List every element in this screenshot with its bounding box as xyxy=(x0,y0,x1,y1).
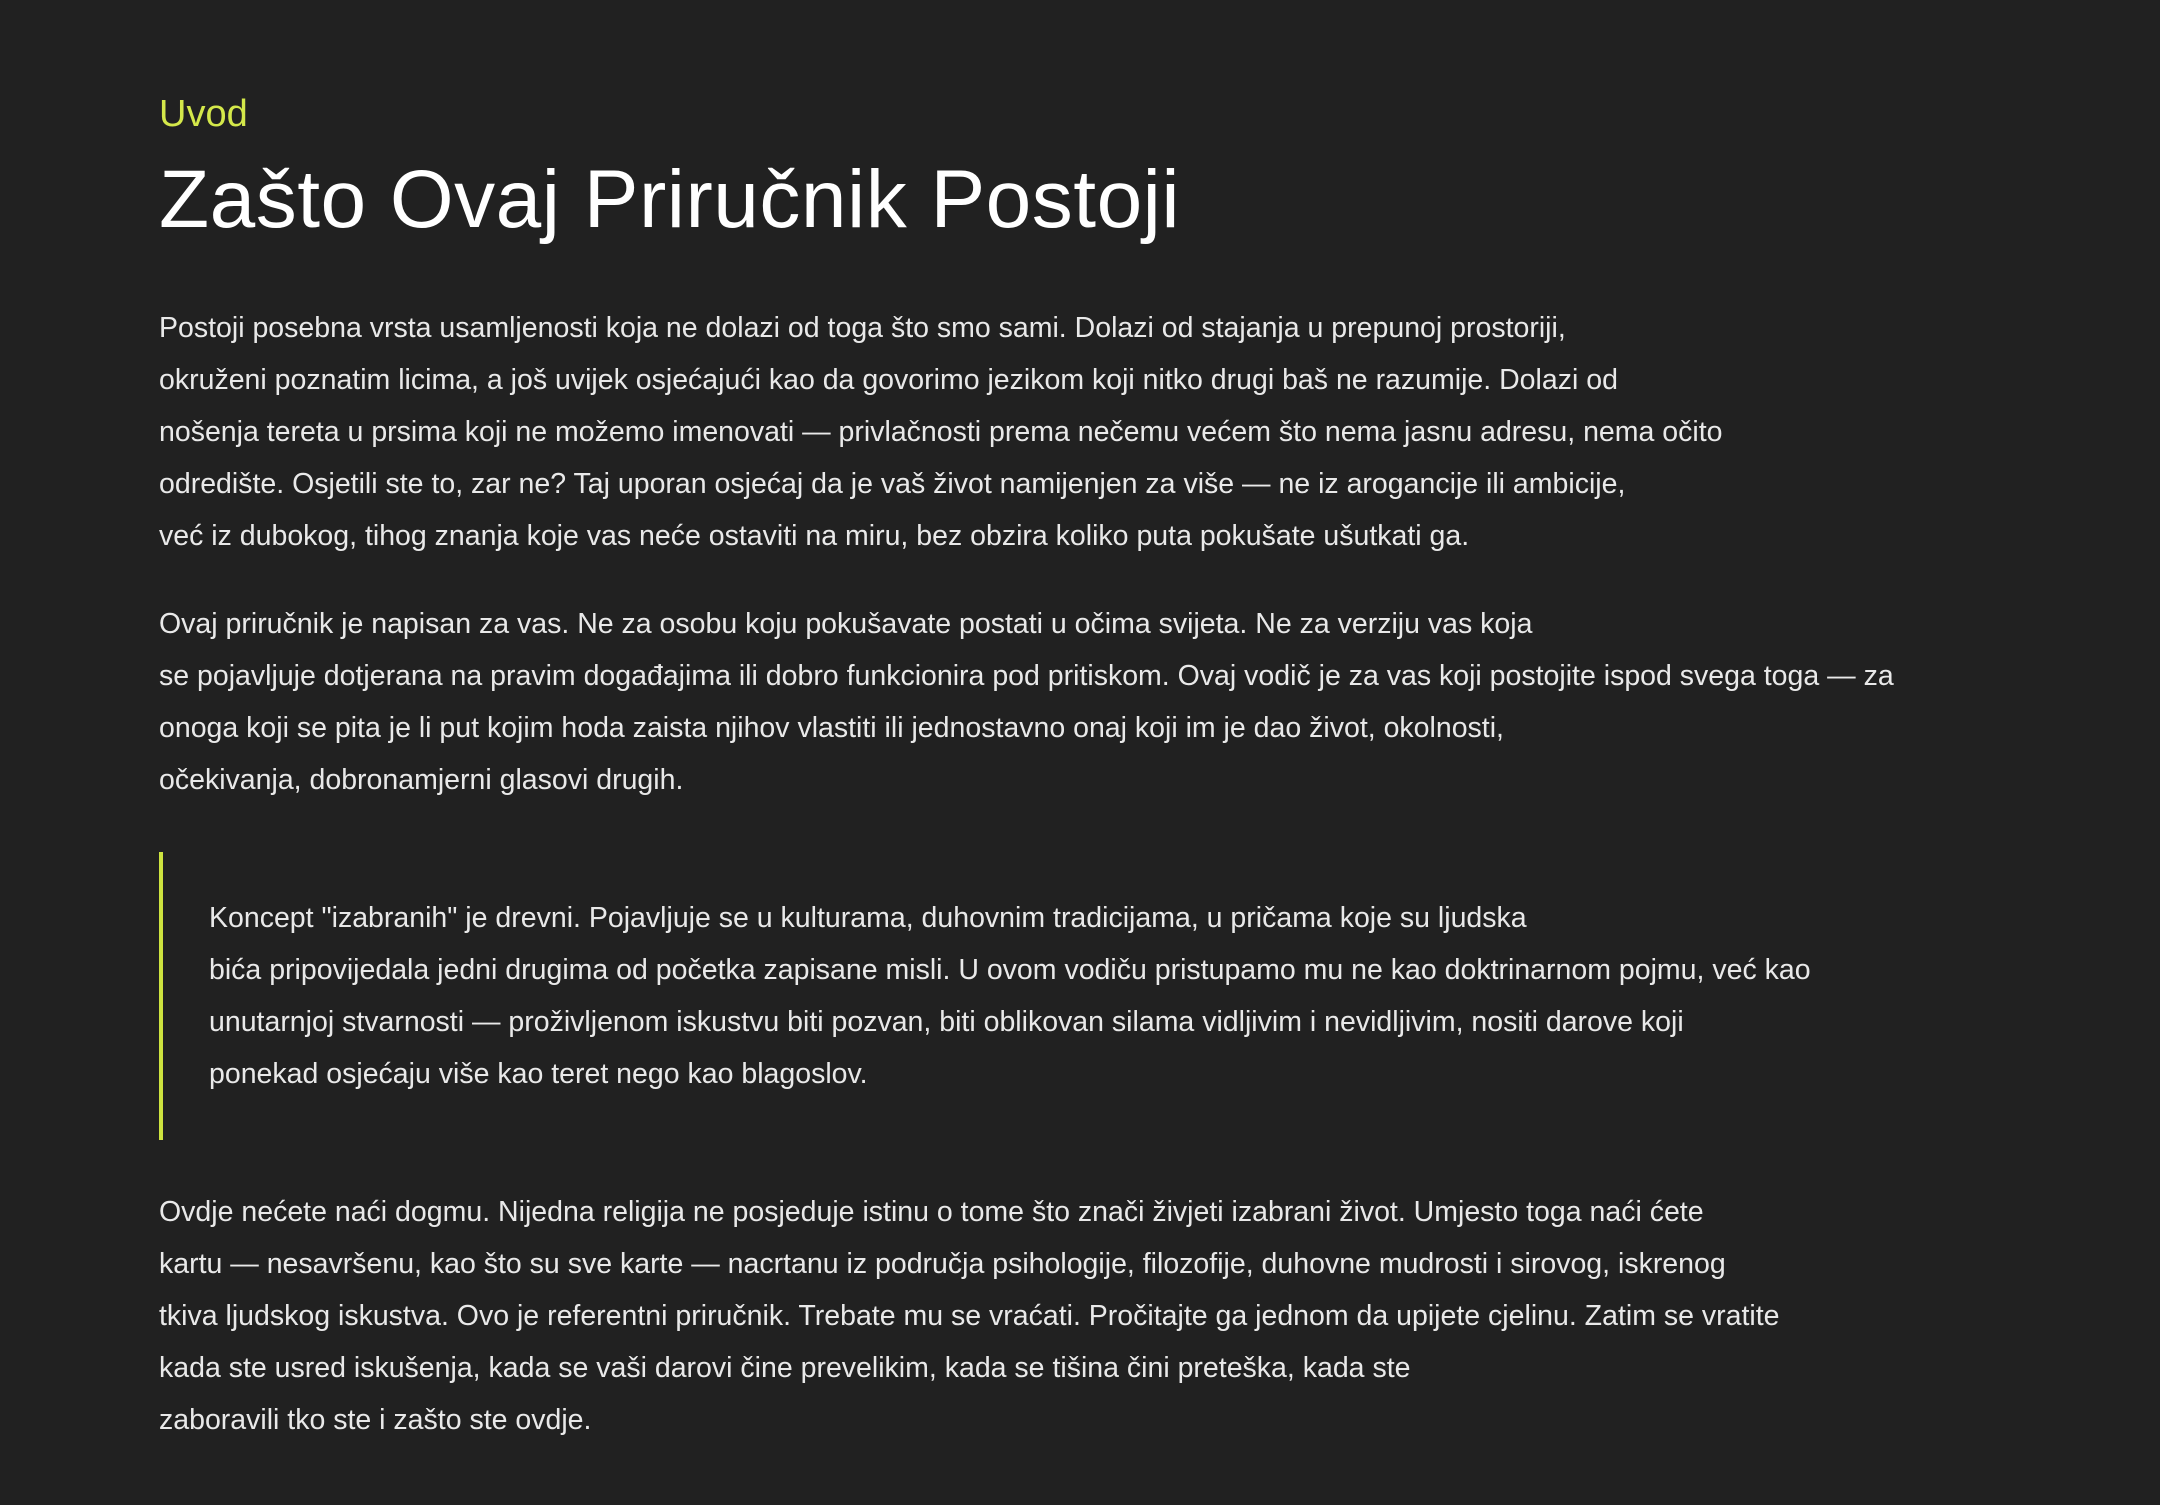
paragraph-line: zaboravili tko ste i zašto ste ovdje. xyxy=(159,1404,592,1436)
paragraph-line: onoga koji se pita je li put kojim hoda zaista njihov vlastiti ili jednostavno onaj koji im je dao život, okolnosti, xyxy=(159,712,1504,744)
blockquote-line: Koncept "izabranih" je drevni. Pojavljuje se u kulturama, duhovnim tradicijama, u pričama koje su ljudska xyxy=(209,902,1527,934)
blockquote-line: unutarnjoj stvarnosti — proživljenom iskustvu biti pozvan, biti oblikovan silama vidljivim i nevidljivim, nositi darove koji xyxy=(209,1006,1684,1038)
blockquote-line: ponekad osjećaju više kao teret nego kao blagoslov. xyxy=(209,1058,868,1090)
paragraph-line: Ovdje nećete naći dogmu. Nijedna religija ne posjeduje istinu o tome što znači živjeti izabrani život. Umjesto toga naći ćete xyxy=(159,1196,1704,1228)
paragraph-line: se pojavljuje dotjerana na pravim događajima ili dobro funkcionira pod pritiskom. Ovaj vodič je za vas koji postojite ispod svega toga — za xyxy=(159,660,1894,692)
blockquote-text xyxy=(209,892,2001,1100)
paragraph-line: Postoji posebna vrsta usamljenosti koja ne dolazi od toga što smo sami. Dolazi od stajanja u prepunoj prostoriji, xyxy=(159,312,1566,344)
paragraph-line: Ovaj priručnik je napisan za vas. Ne za osobu koju pokušavate postati u očima svijeta. Ne za verziju vas koja xyxy=(159,608,1533,640)
paragraph-line: odredište. Osjetili ste to, zar ne? Taj uporan osjećaj da je vaš život namijenjen za više — ne iz arogancije ili ambicije, xyxy=(159,468,1626,500)
paragraph-intro xyxy=(159,302,2001,562)
paragraph-audience xyxy=(159,598,2001,806)
paragraph-line: tkiva ljudskog iskustva. Ovo je referentni priručnik. Trebate mu se vraćati. Pročitajte ga jednom da upijete cjelinu. Zatim se vratite xyxy=(159,1300,1780,1332)
paragraph-closing xyxy=(159,1186,2001,1446)
page-title: Zašto Ovaj Priručnik Postoji xyxy=(159,154,1181,245)
blockquote xyxy=(159,852,2001,1140)
paragraph-line: nošenja tereta u prsima koji ne možemo imenovati — privlačnosti prema nečemu većem što nema jasnu adresu, nema očito xyxy=(159,416,1723,448)
paragraph-line: očekivanja, dobronamjerni glasovi drugih. xyxy=(159,764,684,796)
paragraph-line: već iz dubokog, tihog znanja koje vas neće ostaviti na miru, bez obzira koliko puta pokušate ušutkati ga. xyxy=(159,520,1470,552)
paragraph-line: okruženi poznatim licima, a još uvijek osjećajući kao da govorimo jezikom koji nitko drugi baš ne razumije. Dolazi od xyxy=(159,364,1618,396)
blockquote-line: bića pripovijedala jedni drugima od početka zapisane misli. U ovom vodiču pristupamo mu ne kao doktrinarnom pojmu, već kao xyxy=(209,954,1811,986)
section-label: Uvod xyxy=(159,93,248,135)
paragraph-line: kada ste usred iskušenja, kada se vaši darovi čine prevelikim, kada se tišina čini preteška, kada ste xyxy=(159,1352,1411,1384)
paragraph-line: kartu — nesavršenu, kao što su sve karte — nacrtanu iz područja psihologije, filozofije, duhovne mudrosti i sirovog, iskrenog xyxy=(159,1248,1726,1280)
